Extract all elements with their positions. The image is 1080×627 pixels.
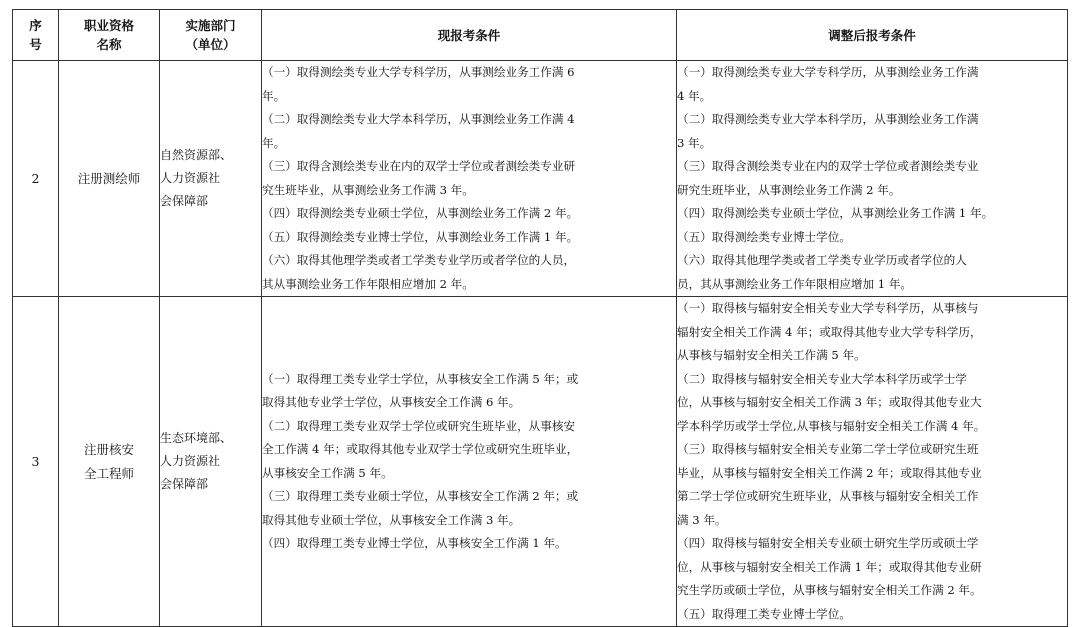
condition-line: （二）取得核与辐射安全相关专业大学本科学历或学士学 — [677, 371, 967, 386]
row-dept-line: 人力资源社 — [160, 454, 221, 468]
condition-line: 员，其从事测绘业务工作年限相应增加 1 年。 — [677, 276, 913, 291]
condition-line: 研究生班毕业，从事测绘业务工作满 2 年。 — [677, 182, 901, 197]
condition-line: 3 年。 — [677, 135, 712, 150]
condition-line: （二）取得测绘类专业大学本科学历，从事测绘业务工作满 — [677, 112, 979, 126]
qualification-table — [12, 9, 1068, 627]
condition-line: （四）取得核与辐射安全相关专业硕士研究生学历或硕士学 — [677, 536, 979, 550]
row-title — [59, 297, 160, 627]
row-adjusted-conditions — [677, 61, 1068, 297]
condition-line: （四）取得测绘类专业硕士学位，从事测绘业务工作满 1 年。 — [677, 206, 994, 220]
row-title-line: 注册测绘师 — [77, 170, 141, 186]
condition-line: （二）取得测绘类专业大学本科学历，从事测绘业务工作满 4 — [262, 112, 575, 126]
condition-line: 满 3 年。 — [677, 512, 727, 527]
header-adjusted-conditions: 调整后报考条件 — [677, 10, 1068, 61]
condition-line: （五）取得理工类专业博士学位。 — [677, 606, 851, 621]
row-dept-line: 生态环境部、 — [160, 431, 233, 445]
header-row — [13, 10, 1068, 61]
condition-line: （一）取得测绘类专业大学专科学历，从事测绘业务工作满 6 — [262, 65, 575, 79]
condition-line: 其从事测绘业务工作年限相应增加 2 年。 — [262, 276, 474, 291]
condition-line: （六）取得其他理学类或者工学类专业学历或者学位的人员， — [262, 253, 576, 267]
row-seq: 3 — [13, 297, 59, 627]
condition-line: （六）取得其他理学类或者工学类专业学历或者学位的人 — [677, 253, 967, 267]
condition-line: 全工作满 4 年；或取得其他专业双学士学位或研究生班毕业， — [262, 442, 579, 456]
condition-line: （五）取得测绘类专业博士学位。 — [677, 229, 851, 244]
condition-line: 第二学士学位或研究生班毕业，从事核与辐射安全相关工作 — [677, 489, 979, 503]
condition-line: 4 年。 — [677, 88, 712, 103]
condition-line: 从事核与辐射安全相关工作满 5 年。 — [677, 348, 866, 362]
row-dept — [160, 61, 262, 297]
row-dept-line: 人力资源社 — [160, 171, 221, 185]
header-title — [59, 10, 160, 61]
table-row — [13, 297, 1068, 627]
condition-line: （三）取得含测绘类专业在内的双学士学位或者测绘类专业研 — [262, 159, 576, 173]
condition-line: 究生班毕业，从事测绘业务工作满 3 年。 — [262, 182, 474, 197]
condition-line: 取得其他专业学士学位，从事核安全工作满 6 年。 — [262, 395, 521, 409]
condition-line: （四）取得测绘类专业硕士学位，从事测绘业务工作满 2 年。 — [262, 206, 579, 220]
condition-line: （三）取得理工类专业硕士学位，从事核安全工作满 2 年；或 — [262, 489, 579, 503]
condition-line: 位，从事核与辐射安全相关工作满 3 年；或取得其他专业大 — [677, 395, 982, 409]
row-dept-line: 会保障部 — [160, 194, 209, 208]
condition-line: （三）取得含测绘类专业在内的双学士学位或者测绘类专业 — [677, 159, 979, 173]
condition-line: （一）取得理工类专业学士学位，从事核安全工作满 5 年；或 — [262, 371, 579, 386]
condition-line: 毕业，从事核与辐射安全相关工作满 2 年；或取得其他专业 — [677, 465, 982, 480]
condition-line: 从事核安全工作满 5 年。 — [262, 465, 393, 480]
row-title-line: 注册核安 — [83, 441, 134, 457]
condition-line: 年。 — [262, 135, 286, 150]
header-title-line-1: 职业资格 — [83, 18, 134, 33]
condition-line: 究生学历或硕士学位，从事核与辐射安全相关工作满 2 年。 — [677, 583, 982, 597]
row-dept-line: 自然资源部、 — [160, 148, 233, 162]
row-seq: 2 — [13, 61, 59, 297]
condition-line: （一）取得核与辐射安全相关专业大学专科学历，从事核与 — [677, 301, 979, 315]
condition-line: 辐射安全相关工作满 4 年；或取得其他专业大学专科学历， — [677, 324, 982, 339]
row-dept — [160, 297, 262, 627]
qualification-table-wrapper — [12, 9, 1068, 627]
header-dept-line-2: （单位） — [185, 37, 236, 52]
table-row — [13, 61, 1068, 297]
condition-line: （四）取得理工类专业博士学位，从事核安全工作满 1 年。 — [262, 536, 567, 550]
row-title — [59, 61, 160, 297]
row-title-line: 全工程师 — [83, 465, 134, 481]
condition-line: 年。 — [262, 88, 286, 103]
header-dept-line-1: 实施部门 — [185, 18, 236, 33]
condition-line: （五）取得测绘类专业博士学位，从事测绘业务工作满 1 年。 — [262, 229, 579, 244]
condition-line: 学本科学历或学士学位,从事核与辐射安全相关工作满 4 年。 — [677, 418, 986, 433]
row-dept-line: 会保障部 — [160, 477, 209, 491]
header-seq-line-2: 号 — [29, 37, 42, 52]
condition-line: 位，从事核与辐射安全相关工作满 1 年；或取得其他专业研 — [677, 559, 982, 574]
condition-line: （三）取得核与辐射安全相关专业第二学士学位或研究生班 — [677, 442, 979, 456]
header-title-line-2: 名称 — [96, 37, 122, 52]
header-dept — [160, 10, 262, 61]
row-adjusted-conditions — [677, 297, 1068, 627]
header-current-conditions: 现报考条件 — [262, 10, 677, 61]
header-seq — [13, 10, 59, 61]
condition-line: （二）取得理工类专业双学士学位或研究生班毕业，从事核安 — [262, 418, 576, 433]
condition-line: （一）取得测绘类专业大学专科学历，从事测绘业务工作满 — [677, 65, 979, 79]
header-seq-line-1: 序 — [29, 18, 42, 33]
row-current-conditions — [262, 297, 677, 627]
row-current-conditions — [262, 61, 677, 297]
condition-line: 取得其他专业硕士学位，从事核安全工作满 3 年。 — [262, 512, 521, 527]
